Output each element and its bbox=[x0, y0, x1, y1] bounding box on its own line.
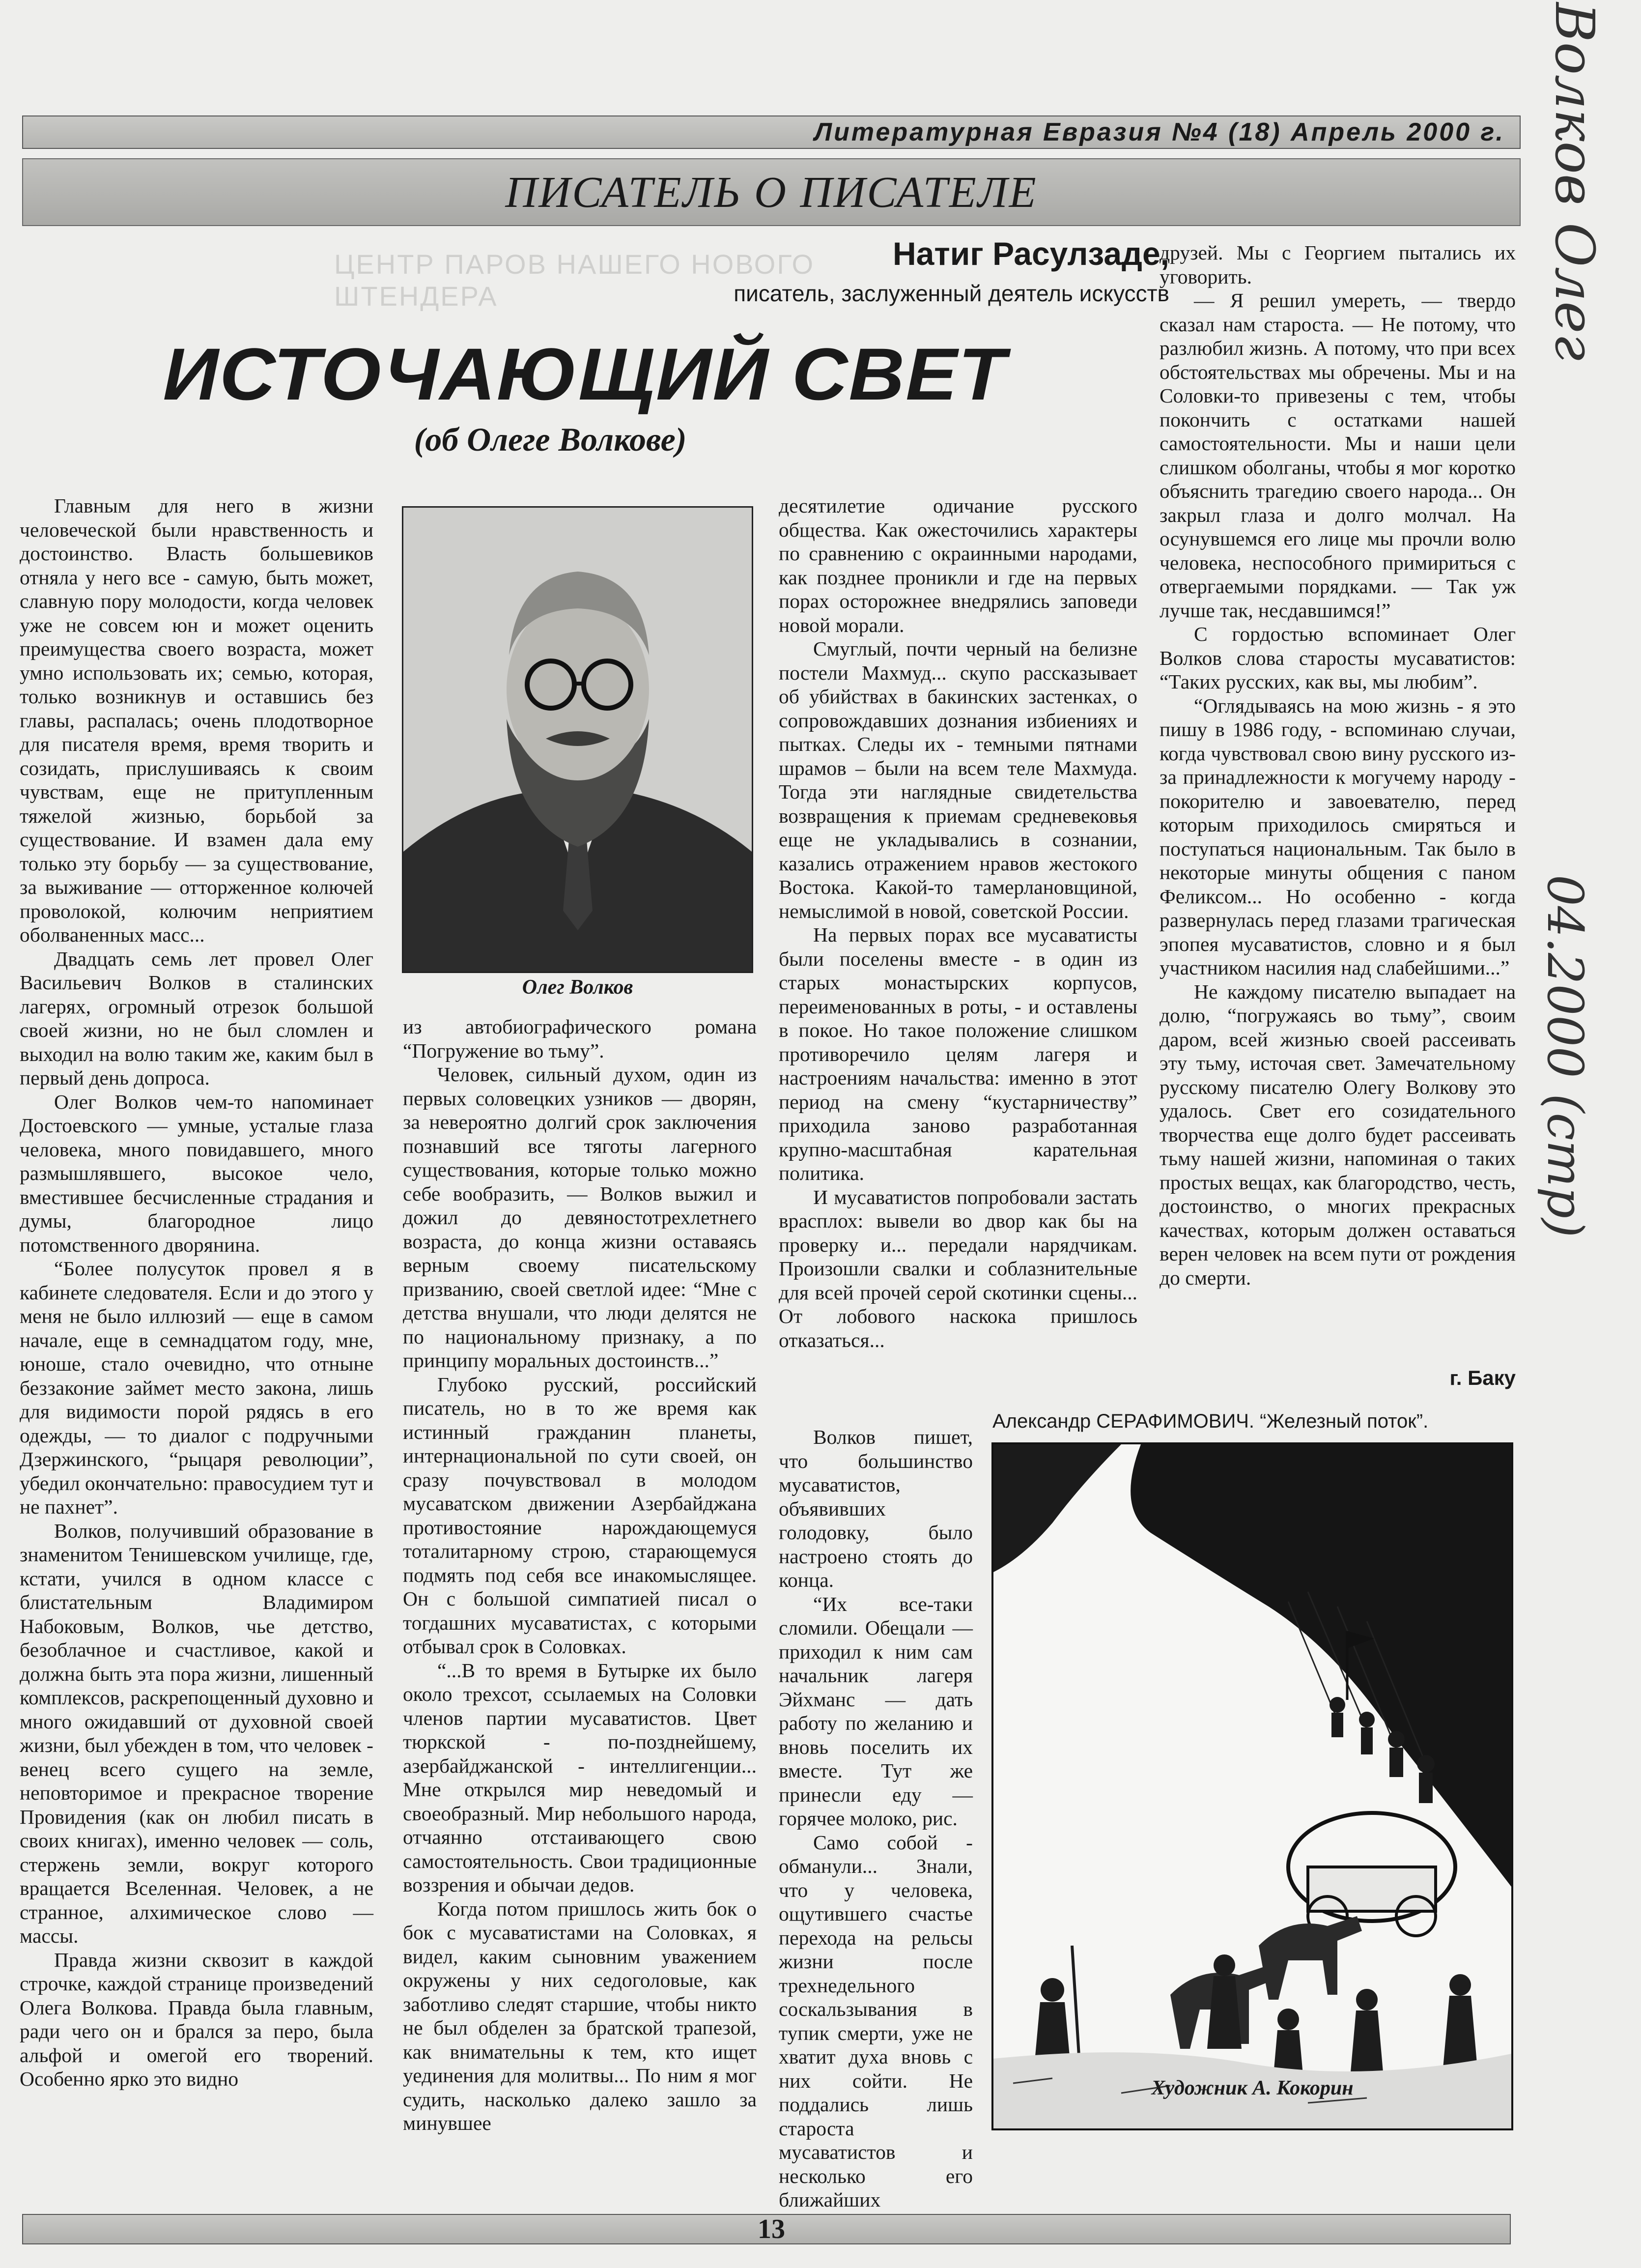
page-number: 13 bbox=[758, 2214, 785, 2244]
subheadline: (об Олеге Волкове) bbox=[414, 421, 687, 458]
paragraph: На первых порах все мусаватисты были поселены вместе - в один из старых монастырских корпусов, переименованных в роты, - и оставлены в покое. Но такое положение слишком противоречило целям лагеря и настроениям начальства: именно в этот период на смену “кустарничеству” приходила заново разработанная крупно-масштабная карательная политика. bbox=[779, 923, 1137, 1184]
paragraph: Когда потом пришлось жить бок о бок с мусаватистами на Соловках, я видел, каким сыновним уважением окружены у них седоголовые, как заботливо следят старшие, чтобы никто не был обделен за братской трапезой, как внимательны к тем, кто ищет уединения для молитвы... По ним я мог судить, насколько далеко зашло за минувшее bbox=[403, 1897, 757, 2134]
article-column-2 bbox=[403, 1015, 757, 2150]
paragraph: “Более полусуток провел я в кабинете следователя. Если и до этого у меня не было иллюзий — еще в самом начале, еще в семнадцатом году, мне, юноше, стало очевидно, что отныне беззаконие займет место закона, лишь для видимости порой рядясь в его одежды, — то диалог с подручными Дзержинского, “рыцаря революции”, убедил окончательно: правосудием тут и не пахнет”. bbox=[20, 1257, 374, 1518]
ghost-bleed-text: ЦЕНТР ПАРОВ НАШЕГО НОВОГО ШТЕНДЕРА bbox=[334, 249, 815, 312]
masthead: Литературная Евразия №4 (18) Апрель 2000 г. bbox=[22, 115, 1521, 149]
paragraph: С гордостью вспоминает Олег Волков слова старосты мусаватистов: “Таких русских, как вы, мы любим”. bbox=[1160, 623, 1516, 693]
paragraph: друзей. Мы с Георгием пытались их уговорить. bbox=[1160, 241, 1516, 288]
paragraph: Не каждому писателю выпадает на долю, “погружаясь во тьму”, своим даром, всей жизнью своей рассеивать эту тьму, источая свет. Замечательному русскому писателю Олегу Волкову это удалось. Свет его созидательного творчества еще долго будет рассеивать тьму нашей жизни, напоминая о таких простых вещах, как благородство, честь, достоинство, о многих прекрасных качествах, которым должен оставаться верен человек на всем пути от рождения до смерти. bbox=[1160, 980, 1516, 1289]
paragraph: Человек, сильный духом, один из первых соловецких узников — дворян, за невероятно долгий срок заключения познавший все тяготы лагерного существования, которые только можно себе вообразить, — Волков выжил и дожил до девяностотрехлетнего возраста, до конца жизни оставаясь верным своему писательскому призванию, своей светлой идее: “Мне с детства внушали, что люди делятся не по национальному признаку, а по принципу моральных достоинств...” bbox=[403, 1063, 757, 1372]
paragraph: “...В то время в Бутырке их было около трехсот, ссылаемых на Соловки членов партии мусаватистов. Цвет тюркской - по-позднейшему, азербайджанской - интеллигенции... Мне открылся мир неведомый и своеобразный. Мир небольшого народа, отчаянно отстаивающего свою самостоятельность. Свои традиционные воззрения и обычаи дедов. bbox=[403, 1659, 757, 1896]
paragraph: Смуглый, почти черный на белизне постели Махмуд... скупо рассказывает об убийствах в бакинских застенках, о сопровождавших дознания избиениях и пытках. Следы их - темными пятнами шрамов – были на всем теле Махмуда. Тогда эти наглядные свидетельства возвращения к приемам средневековья еще не укладывались в сознании, казались отражением нравов жестокого Востока. Какой-то тамерлановщиной, немыслимой в новой, советской России. bbox=[779, 637, 1137, 922]
article-column-3-narrow bbox=[779, 1425, 973, 2211]
paragraph: из автобиографического романа “Погружение во тьму”. bbox=[403, 1015, 757, 1062]
paragraph: Само собой - обманули... Знали, что у человека, ощутившего счастье перехода на рельсы жизни после трехнедельного соскальзывания в тупик смерти, уже не хватит духа вновь с них сойти. Не поддались лишь староста мусаватистов и несколько его ближайших bbox=[779, 1831, 973, 2211]
paragraph: Олег Волков чем-то напоминает Достоевского — умные, усталые глаза человека, много повидавшего, много размышлявшего, высокое чело, вместившее бесчисленные страдания и думы, благородное лицо потомственного дворянина. bbox=[20, 1090, 373, 1256]
paragraph: Волков, получивший образование в знаменитом Тенишевском училище, где, кстати, учился в одном классе с блистательным Владимиром Набоковым, Волков, чье детство, безоблачное и счастливое, какой и должна быть эта пора жизни, лишенный комплексов, раскрепощенный духовно и много ожидавший от духовной своей жизни, был убежден в том, что человек - венец всего сущего на земле, неповторимое и прекрасное творение Провидения (как он любил писать в своих книгах), именно человек — соль, стержень земли, вокруг которого вращается Вселенная. Человек, а не странное, алхимическое слово — массы. bbox=[20, 1519, 373, 1947]
handwritten-note-name: Волков Олег bbox=[1543, 2, 1606, 361]
section-title: ПИСАТЕЛЬ О ПИСАТЕЛЕ bbox=[22, 158, 1521, 226]
paragraph: “Их все-таки сломили. Обещали — приходил к ним сам начальник лагеря Эйхманс — дать работу по желанию и вновь поселить их вместе. Тут же принесли еду — горячее молоко, рис. bbox=[779, 1592, 973, 1830]
photo-caption: Олег Волков bbox=[522, 976, 633, 999]
paragraph: Волков пишет, что большинство мусаватистов, объявивших голодовку, было настроено стоять до конца. bbox=[779, 1426, 973, 1591]
handwritten-note-date: 04.2000 (стр) bbox=[1536, 875, 1594, 1238]
article-column-1 bbox=[20, 494, 373, 2148]
author-name: Натиг Расулзаде, bbox=[893, 235, 1169, 272]
paragraph: И мусаватистов попробовали застать врасплох: вывели во двор как бы на проверку и... передали нарядчикам. Произошли свалки и соблазнительные для всей прочей серой скотинки сцены... От лобового наскока пришлось отказаться... bbox=[779, 1185, 1137, 1351]
paragraph: Главным для него в жизни человеческой были нравственность и достоинство. Власть большевиков отняла у него все - самую, быть может, славную пору молодости, когда человек уже не совсем юн и может оценить преимущества своего возраста, может умно использовать их; семью, которая, только возникнув и оставшись без главы, распалась; очень плодотворное для писателя время, время творить и созидать, прислушиваясь к своим чувствам, еще не притупленным тяжелой жизнью, борьбой за существование. И взамен дала ему только эту борьбу — за существование, за выживание — отторженное колючей проволокой, колючим неприятием оболваненных масс... bbox=[20, 494, 373, 946]
article-place: г. Баку bbox=[1449, 1366, 1516, 1389]
article-column-4 bbox=[1160, 241, 1516, 1366]
portrait-image bbox=[403, 508, 752, 972]
paragraph: Правда жизни сквозит в каждой строчке, каждой странице произведений Олега Волкова. Правда была главным, ради чего он и брался за перо, была альфой и омегой его творений. Особенно ярко это видно bbox=[20, 1948, 373, 2090]
illustration-title: Александр СЕРАФИМОВИЧ. “Железный поток”. bbox=[992, 1410, 1429, 1432]
paragraph: Глубоко русский, российский писатель, но в то же время как истинный гражданин планеты, интернациональной по сути своей, он сразу почувствовал в молодом мусаватском движении Азербайджана противостояние нарождающемуся тоталитарному строю, старающемуся подмять под себя все инакомыслящее. Он с большой симпатией писал о тогдашних мусаватистах, с которыми отбывал срок в Соловках. bbox=[403, 1373, 757, 1658]
headline: ИСТОЧАЮЩИЙ СВЕТ bbox=[163, 333, 1007, 415]
author-title: писатель, заслуженный деятель искусств bbox=[734, 281, 1169, 306]
illustration-image bbox=[993, 1444, 1511, 2128]
paragraph: — Я решил умереть, — твердо сказал нам староста. — Не потому, что разлюбил жизнь. А потому, что при всех обстоятельствах мы обречены. Мы и на Соловки-то привезены с тем, чтобы покончить с остатками нашей самостоятельности. Мы и наши цели слишком оболганы, чтобы я мог коротко объяснить трагедию своего народа... Он закрыл глаза и долго молчал. На осунувшемся его лице мы прочли волю человека, неспособного примириться с отвергаемыми порядками. — Так уж лучше так, несдавшимся!” bbox=[1160, 289, 1516, 622]
portrait-photo bbox=[402, 506, 753, 973]
illustration-caption: Художник А. Кокорин bbox=[1151, 2077, 1354, 2099]
paragraph: “Оглядываясь на мою жизнь - я это пишу в 1986 году, - вспоминаю случаи, когда чувствовал свою вину русского из-за принадлежности к могучему народу - покорителю и завоевателю, перед которым приходилось смиряться и поступаться национальным. Так было в некоторые минуты общения с паном Феликсом... Но особенно - когда развернулась перед глазами трагическая эпопея мусаватистов, словно и я был участником насилия над слабейшими...” bbox=[1160, 694, 1516, 979]
illustration bbox=[991, 1442, 1513, 2130]
paragraph: десятилетие одичание русского общества. Как ожесточились характеры по сравнению с окраинными народами, как позднее проникли и где на первых порах осторожнее внедрялись заповеди новой морали. bbox=[779, 494, 1137, 636]
article-column-3 bbox=[779, 494, 1137, 1425]
paragraph: Двадцать семь лет провел Олег Васильевич Волков в сталинских лагерях, огромный отрезок большой своей жизни, но не был сломлен и выходил на волю таким же, каким был в первый день допроса. bbox=[20, 947, 373, 1089]
